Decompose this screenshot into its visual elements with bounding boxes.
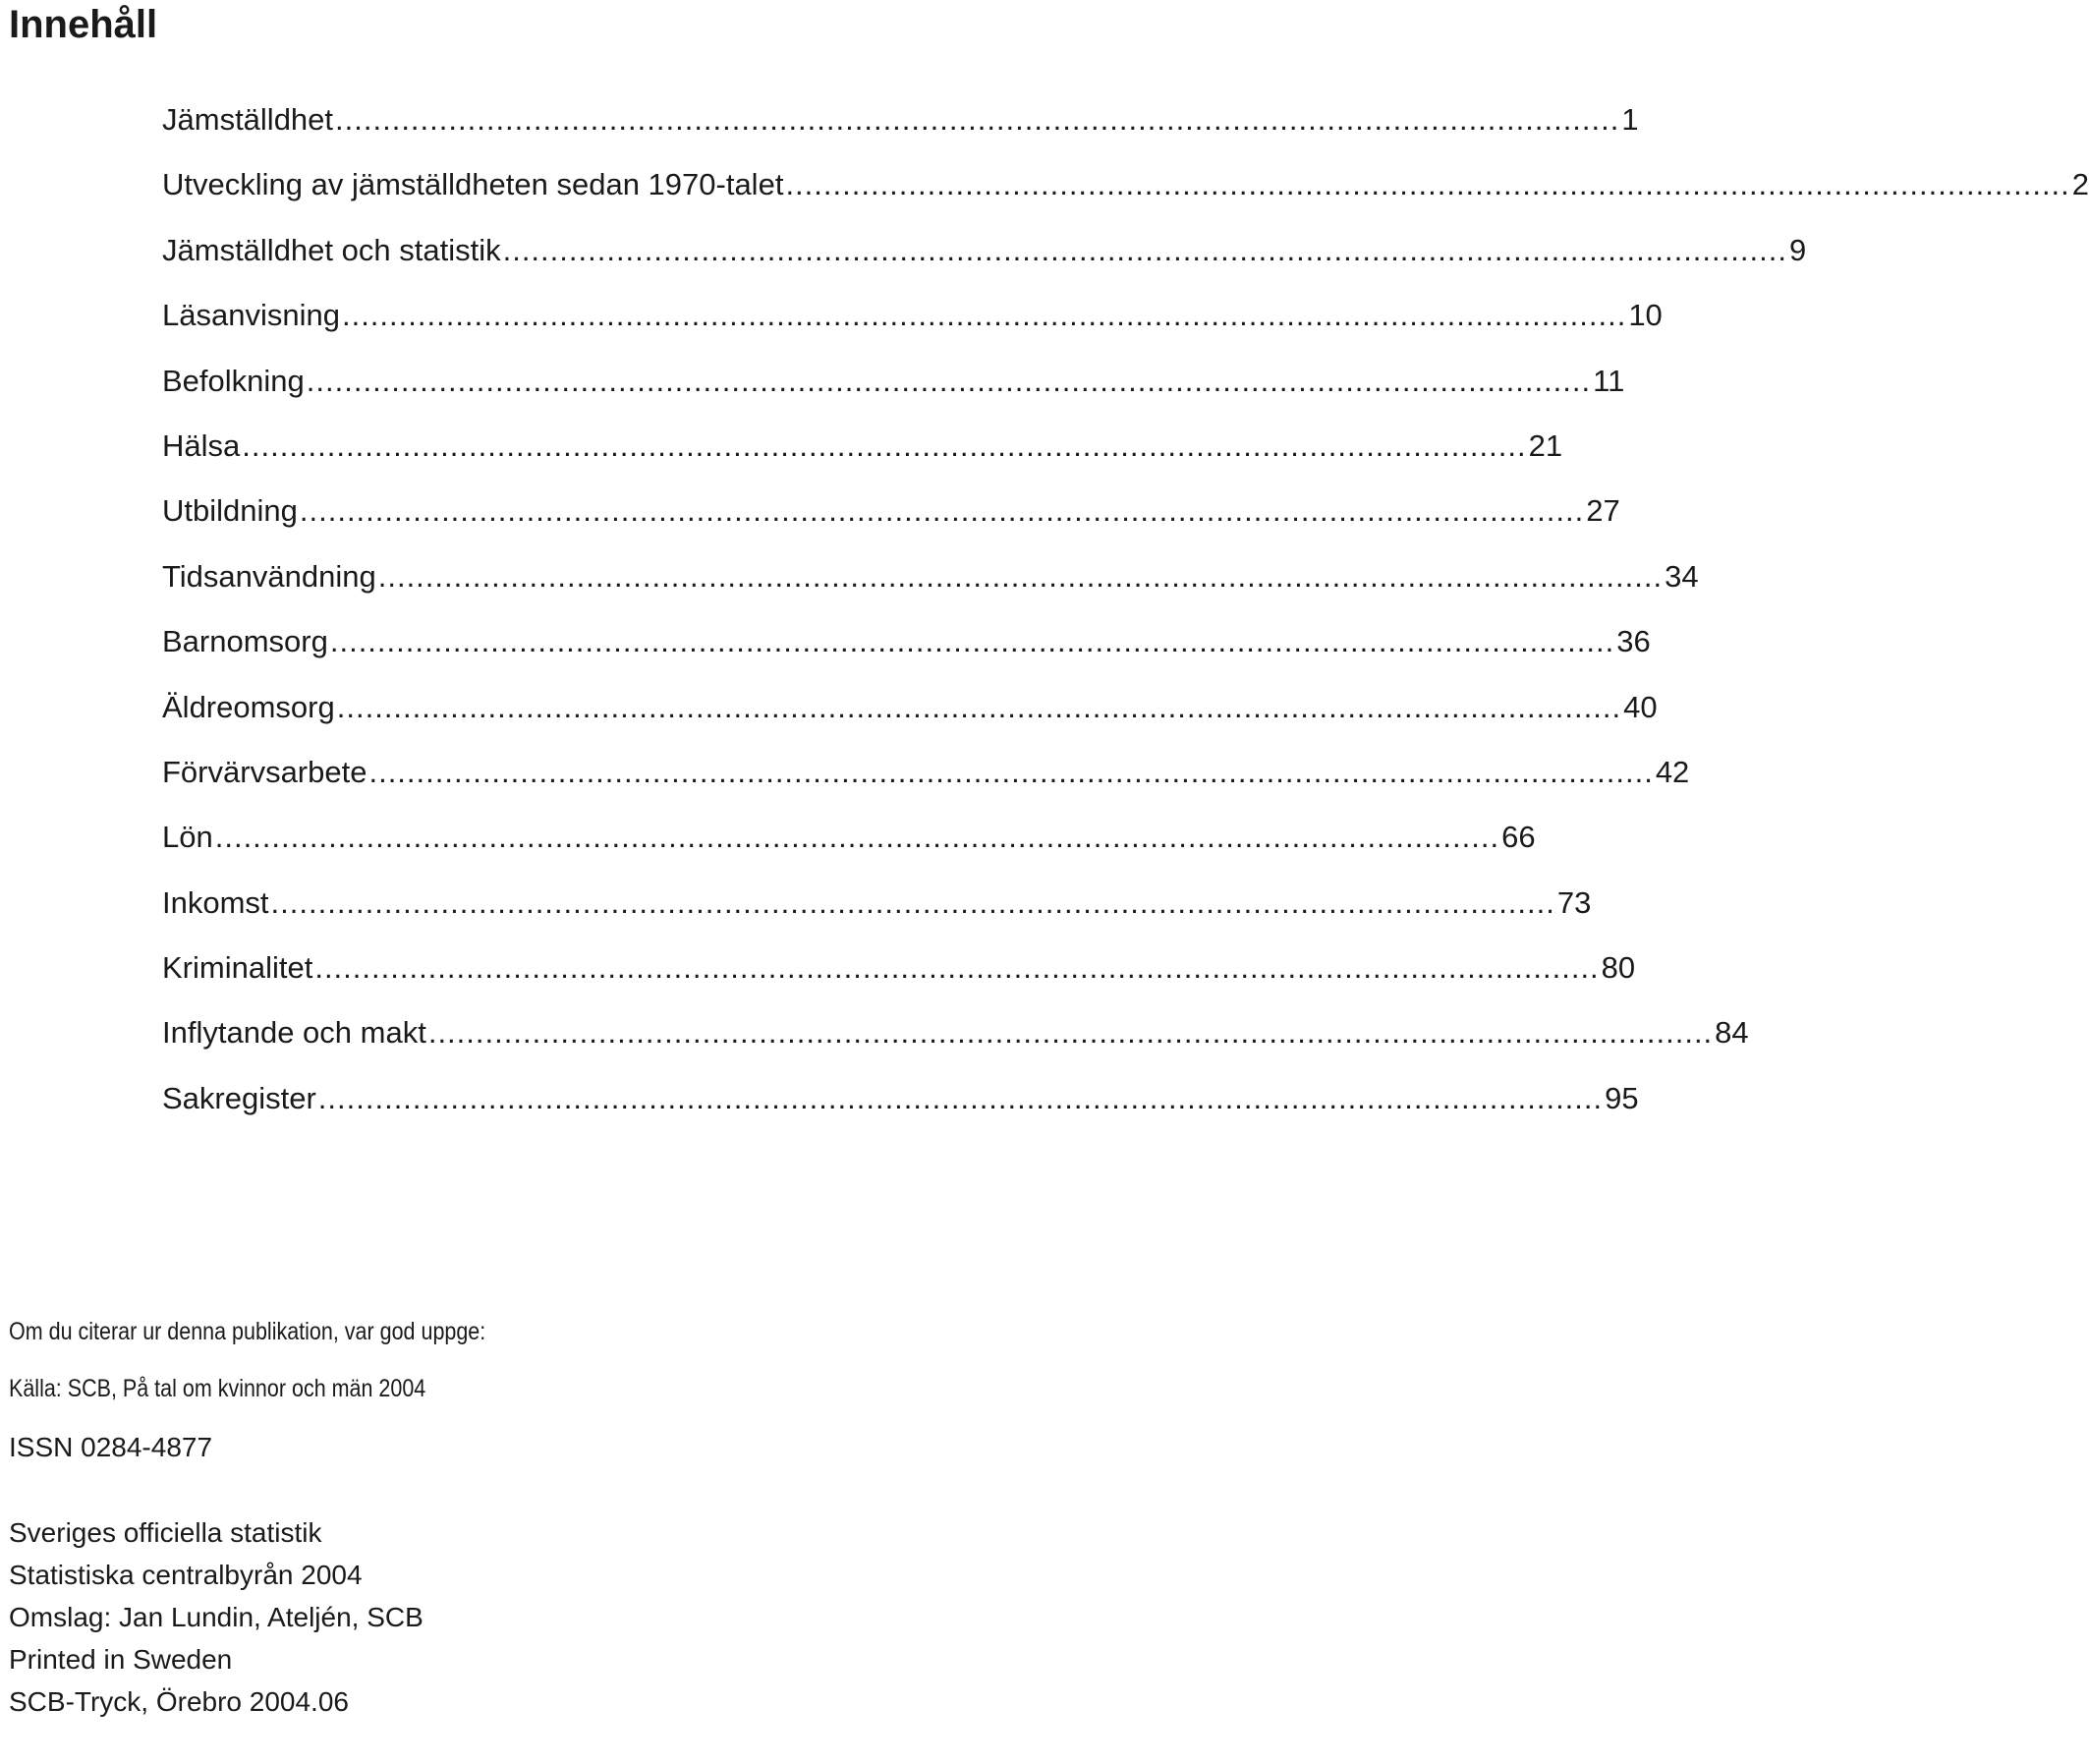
toc-dot-leader: ........................................................................................................................................ [306, 363, 1592, 398]
toc-dot-leader: ........................................................................................................................................ [785, 167, 2070, 202]
toc-entry[interactable] [162, 747, 1690, 812]
toc-entry-title: Läsanvisning [162, 298, 340, 333]
toc-entry-page: 9 [1788, 232, 1807, 267]
toc-entry-title: Äldreomsorg [162, 689, 335, 724]
toc-entry-page: 10 [1628, 298, 1663, 333]
toc-entry-title: Inflytande och makt [162, 1015, 426, 1051]
toc-dot-leader: ........................................................................................................................................ [341, 298, 1627, 333]
toc-entry[interactable] [162, 682, 1658, 747]
toc-entry[interactable] [162, 421, 1563, 485]
toc-entry-title: Förvärvsarbete [162, 754, 367, 789]
toc-entry-page: 73 [1556, 884, 1592, 920]
toc-dot-leader: ........................................................................................................................................ [427, 1015, 1714, 1051]
toc-entry-page: 80 [1601, 950, 1636, 986]
colophon-printer: SCB-Tryck, Örebro 2004.06 [9, 1686, 349, 1717]
toc-dot-leader: ........................................................................................................................................ [314, 950, 1600, 986]
toc-entry-page: 95 [1605, 1080, 1639, 1115]
toc-entry-title: Utbildning [162, 493, 298, 529]
page-title: Innehåll [9, 3, 158, 46]
toc-entry[interactable] [162, 812, 1536, 877]
toc-entry-title: Inkomst [162, 884, 269, 920]
toc-entry[interactable] [162, 159, 2089, 224]
toc-entry-title: Hälsa [162, 427, 241, 463]
toc-entry-page: 42 [1655, 754, 1690, 789]
colophon-cover-credit: Omslag: Jan Lundin, Ateljén, SCB [9, 1602, 423, 1632]
toc-entry[interactable] [162, 616, 1651, 681]
toc-dot-leader: ........................................................................................................................................ [214, 820, 1500, 855]
toc-dot-leader: ........................................................................................................................................ [317, 1080, 1604, 1115]
toc-entry[interactable] [162, 551, 1699, 616]
toc-dot-leader: ........................................................................................................................................ [336, 689, 1622, 724]
toc-entry[interactable] [162, 878, 1592, 942]
toc-entry-page: 40 [1623, 689, 1658, 724]
citation-intro: Om du citerar ur denna publikation, var god uppge: [9, 1318, 486, 1345]
toc-dot-leader: ........................................................................................................................................ [377, 558, 1664, 594]
citation-source: Källa: SCB, På tal om kvinnor och män 2004 [9, 1375, 426, 1402]
toc-dot-leader: ........................................................................................................................................ [502, 232, 1787, 267]
toc-entry[interactable] [162, 356, 1625, 421]
toc-entry-title: Barnomsorg [162, 624, 328, 659]
toc-entry[interactable] [162, 94, 1639, 159]
toc-entry-title: Kriminalitet [162, 950, 313, 986]
toc-dot-leader: ........................................................................................................................................ [335, 102, 1620, 137]
toc-entry-title: Sakregister [162, 1080, 316, 1115]
toc-entry-page: 84 [1715, 1015, 1749, 1051]
toc-dot-leader: ........................................................................................................................................ [270, 884, 1555, 920]
toc-entry-page: 11 [1593, 363, 1625, 398]
toc-entry[interactable] [162, 942, 1636, 1007]
toc-entry[interactable] [162, 485, 1620, 550]
toc-entry[interactable] [162, 1007, 1749, 1072]
toc-entry-title: Jämställdhet och statistik [162, 232, 501, 267]
toc-dot-leader: ........................................................................................................................................ [368, 754, 1654, 789]
toc-entry[interactable] [162, 290, 1663, 355]
issn-number: ISSN 0284-4877 [9, 1432, 213, 1462]
toc-entry-page: 2 [2071, 167, 2089, 202]
toc-entry-title: Tidsanvändning [162, 558, 376, 594]
toc-entry-page: 21 [1528, 427, 1563, 463]
toc-entry[interactable] [162, 225, 1807, 290]
table-of-contents [162, 94, 2089, 1138]
colophon [9, 1511, 423, 1723]
colophon-series: Sveriges officiella statistik [9, 1517, 322, 1548]
toc-entry-page: 36 [1616, 624, 1651, 659]
toc-entry-title: Jämställdhet [162, 102, 334, 137]
toc-entry[interactable] [162, 1073, 1639, 1138]
toc-dot-leader: ........................................................................................................................................ [329, 624, 1615, 659]
toc-entry-title: Befolkning [162, 363, 305, 398]
colophon-printed: Printed in Sweden [9, 1644, 233, 1675]
toc-entry-title: Utveckling av jämställdheten sedan 1970-talet [162, 167, 784, 202]
toc-entry-page: 66 [1501, 820, 1536, 855]
citation-notice [9, 1303, 803, 1417]
toc-entry-page: 27 [1586, 493, 1620, 529]
toc-entry-page: 34 [1665, 558, 1699, 594]
toc-entry-title: Lön [162, 820, 213, 855]
toc-entry-page: 1 [1621, 102, 1639, 137]
colophon-publisher: Statistiska centralbyrån 2004 [9, 1560, 363, 1590]
toc-dot-leader: ........................................................................................................................................ [299, 493, 1585, 529]
toc-dot-leader: ........................................................................................................................................ [242, 427, 1527, 463]
